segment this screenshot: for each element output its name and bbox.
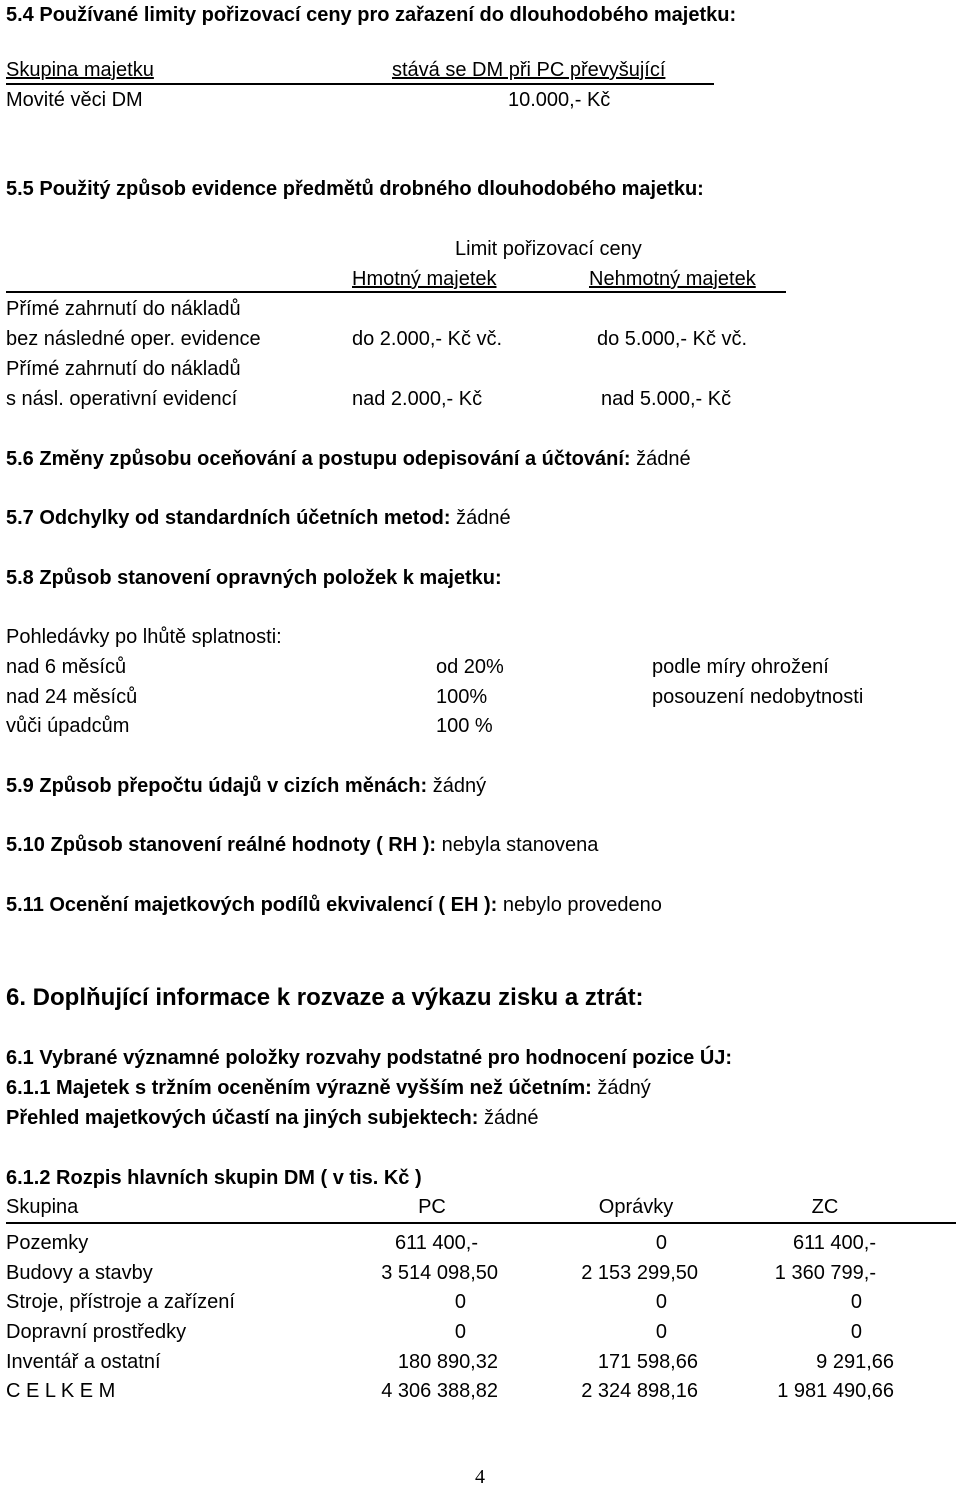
table-cell-depreciation: 0: [655, 1291, 667, 1313]
receivables-subheading: Pohledávky po lhůtě splatnosti:: [6, 626, 282, 648]
section-5-6-heading: 5.6 Změny způsobu oceňování a postupu odepisování a účtování:: [6, 448, 631, 470]
row1-intangible: do 5.000,- Kč vč.: [597, 328, 748, 350]
table-cell-zc: 1 360 799,-: [774, 1262, 876, 1284]
table-cell-pc: 0: [454, 1321, 466, 1343]
section-5-7-heading: 5.7 Odchylky od standardních účetních metod:: [6, 507, 451, 529]
section-5-8-heading: 5.8 Způsob stanovení opravných položek k majetku:: [6, 567, 502, 589]
row1-line2: bez následné oper. evidence: [6, 328, 261, 350]
participations-value: žádné: [483, 1107, 539, 1129]
section-5-11: [6, 893, 662, 917]
row2-tangible: nad 2.000,- Kč: [352, 388, 483, 410]
table-cell-depreciation: 0: [655, 1232, 667, 1254]
col-header-threshold: stává se DM při PC převyšující: [392, 59, 666, 81]
section-5-9-heading: 5.9 Způsob přepočtu údajů v cizích měnách:: [6, 775, 428, 797]
col-intangible: Nehmotný majetek: [589, 268, 756, 290]
table-cell-zc: 9 291,66: [816, 1351, 894, 1373]
section-5-10-value: nebyla stanovena: [441, 834, 599, 856]
allowance-row-rate: od 20%: [436, 656, 504, 678]
table-header-pc: PC: [418, 1196, 446, 1218]
row1-line1: Přímé zahrnutí do nákladů: [6, 298, 241, 320]
section-6-1-1: [6, 1076, 651, 1100]
table-cell-depreciation: 171 598,66: [597, 1351, 698, 1373]
allowance-row-note: podle míry ohrožení: [652, 656, 829, 678]
table-cell-total-zc: 1 981 490,66: [777, 1380, 894, 1402]
col-tangible: Hmotný majetek: [352, 268, 497, 290]
table-cell-pc: 0: [454, 1291, 466, 1313]
row-value-movables: 10.000,- Kč: [508, 89, 611, 111]
section-5-7: [6, 506, 511, 530]
allowance-row-rate: 100 %: [436, 715, 493, 737]
table-cell-group: Dopravní prostředky: [6, 1321, 187, 1343]
table-cell-zc: 611 400,-: [792, 1232, 876, 1254]
table-cell-zc: 0: [850, 1291, 862, 1313]
allowance-row-rate: 100%: [436, 686, 488, 708]
table-cell-group: Pozemky: [6, 1232, 89, 1254]
allowance-row-label: vůči úpadcům: [6, 715, 130, 737]
section-6-1-1-value: žádný: [597, 1077, 651, 1099]
section-5-5-heading: 5.5 Použitý způsob evidence předmětů drobného dlouhodobého majetku:: [6, 178, 704, 200]
table-header-depreciation: Oprávky: [598, 1196, 674, 1218]
table-cell-depreciation: 0: [655, 1321, 667, 1343]
row2-intangible: nad 5.000,- Kč: [601, 388, 732, 410]
table-cell-pc: 180 890,32: [397, 1351, 498, 1373]
table-header-group: Skupina: [6, 1196, 79, 1218]
col-header-group: Skupina majetku: [6, 59, 154, 81]
table-cell-total-pc: 4 306 388,82: [381, 1380, 498, 1402]
row1-tangible: do 2.000,- Kč vč.: [352, 328, 503, 350]
allowance-row-label: nad 24 měsíců: [6, 686, 138, 708]
section-5-10: [6, 833, 598, 857]
row2-line2: s násl. operativní evidencí: [6, 388, 238, 410]
table-cell-zc: 0: [850, 1321, 862, 1343]
row2-line1: Přímé zahrnutí do nákladů: [6, 358, 241, 380]
table-cell-depreciation: 2 153 299,50: [581, 1262, 698, 1284]
table-header-zc: ZC: [811, 1196, 839, 1218]
allowance-row-note: posouzení nedobytnosti: [652, 686, 864, 708]
participations-heading: Přehled majetkových účastí na jiných subjektech:: [6, 1107, 479, 1129]
section-5-6-value: žádné: [636, 448, 691, 470]
section-5-11-heading: 5.11 Ocenění majetkových podílů ekvivalencí ( EH ):: [6, 894, 498, 916]
table-cell-pc: 3 514 098,50: [381, 1262, 498, 1284]
limit-header: Limit pořizovací ceny: [455, 238, 642, 260]
section-6-1-2-heading: 6.1.2 Rozpis hlavních skupin DM ( v tis. Kč ): [6, 1167, 422, 1189]
table-header-line: [6, 1222, 956, 1224]
table-cell-total-label: C E L K E M: [6, 1380, 116, 1402]
section-6-heading: 6. Doplňující informace k rozvaze a výkazu zisku a ztrát:: [6, 984, 644, 1011]
section-5-6: [6, 447, 691, 471]
section-5-9: [6, 774, 486, 798]
participations: [6, 1106, 538, 1130]
section-5-4-heading: 5.4 Používané limity pořizovací ceny pro zařazení do dlouhodobého majetku:: [6, 4, 737, 26]
table-cell-group: Inventář a ostatní: [6, 1351, 161, 1373]
page-number: 4: [475, 1466, 485, 1488]
table-cell-total-depreciation: 2 324 898,16: [581, 1380, 698, 1402]
section-6-1-heading: 6.1 Vybrané významné položky rozvahy podstatné pro hodnocení pozice ÚJ:: [6, 1047, 733, 1069]
row-label-movables: Movité věci DM: [6, 89, 143, 111]
allowance-row-label: nad 6 měsíců: [6, 656, 127, 678]
section-6-1-1-heading: 6.1.1 Majetek s tržním oceněním výrazně vyšším než účetním:: [6, 1077, 592, 1099]
table-cell-group: Stroje, přístroje a zařízení: [6, 1291, 235, 1313]
table-cell-group: Budovy a stavby: [6, 1262, 153, 1284]
table-cell-pc: 611 400,-: [394, 1232, 478, 1254]
section-5-7-value: žádné: [456, 507, 511, 529]
section-5-11-value: nebylo provedeno: [502, 894, 662, 916]
header-underline: [6, 83, 714, 85]
section-5-9-value: žádný: [432, 775, 487, 797]
limit-underline: [6, 291, 786, 293]
section-5-10-heading: 5.10 Způsob stanovení reálné hodnoty ( RH ):: [6, 834, 437, 856]
